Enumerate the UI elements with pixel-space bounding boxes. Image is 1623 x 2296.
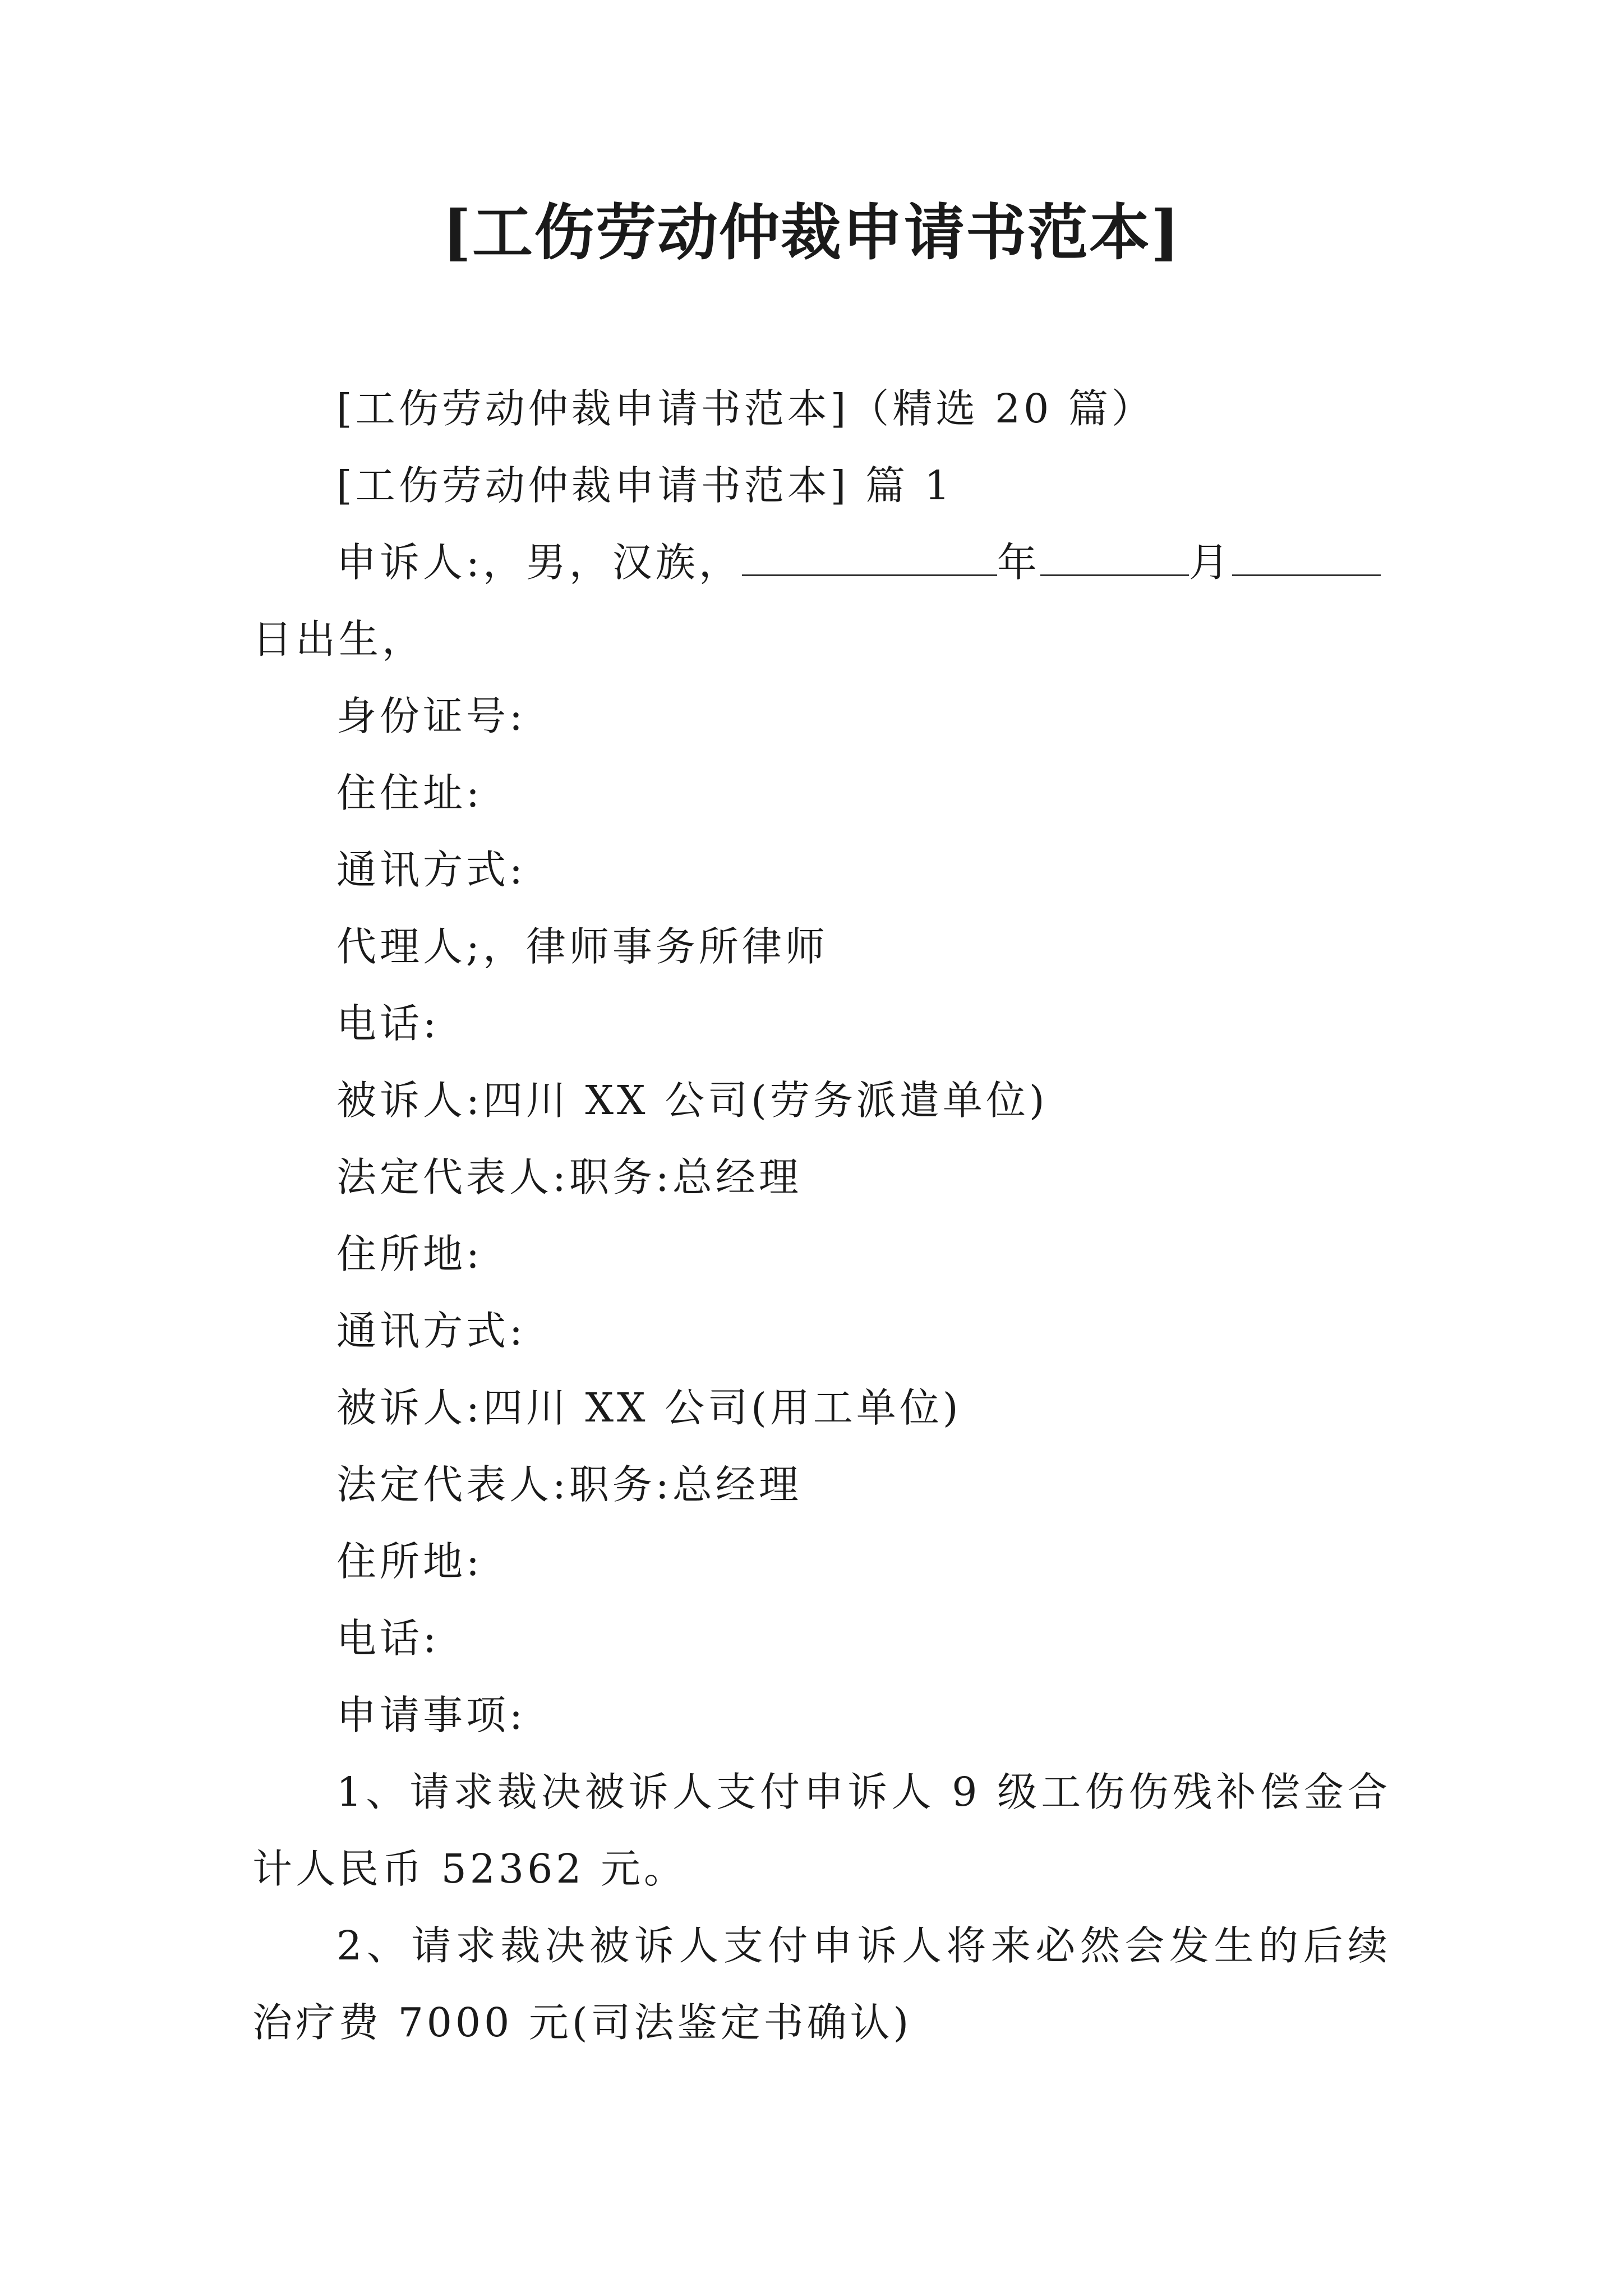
- legal-rep-line: 法定代表人:职务:总经理: [336, 1461, 802, 1508]
- applicant-label: 申诉人:，男，汉族，: [336, 539, 742, 586]
- agent-line: 代理人;，律师事务所律师: [336, 923, 828, 970]
- birth-month-blank: [1040, 535, 1189, 576]
- year-label: 年: [997, 539, 1040, 586]
- respondent-line: 被诉人:四川 XX 公司(劳务派遣单位): [336, 1077, 1048, 1124]
- residence-line: 住所地:: [336, 1231, 483, 1277]
- claim-item: 2、请求裁决被诉人支付申诉人将来必然会发生的后续治疗费 7000 元(司法鉴定书确认): [252, 1922, 1391, 2046]
- residence-line: 住所地:: [336, 1538, 483, 1585]
- id-number-line: 身份证号:: [336, 693, 526, 739]
- phone-line: 电话:: [336, 1615, 440, 1662]
- address-line: 住住址:: [336, 770, 483, 816]
- claims-heading: 申请事项:: [336, 1692, 526, 1738]
- chapter-heading: [工伤劳动仲裁申请书范本] 篇 1: [336, 462, 953, 509]
- phone-line: 电话:: [336, 1000, 440, 1047]
- document-body: [252, 370, 1391, 2061]
- respondent-line: 被诉人:四川 XX 公司(用工单位): [336, 1384, 962, 1431]
- applicant-line: [252, 524, 1391, 601]
- claim-item: 1、请求裁决被诉人支付申诉人 9 级工伤伤残补偿金合计人民币 52362 元。: [252, 1769, 1391, 1892]
- birth-year-blank: [742, 535, 997, 576]
- contact-line: 通讯方式:: [336, 846, 526, 893]
- document-title: [工伤劳动仲裁申请书范本]: [442, 197, 1181, 268]
- birth-day-blank: [1232, 535, 1381, 576]
- intro-line: [工伤劳动仲裁申请书范本]（精选 20 篇）: [336, 385, 1155, 432]
- applicant-birth-line: 日出生，: [252, 616, 426, 662]
- legal-rep-line: 法定代表人:职务:总经理: [336, 1154, 802, 1200]
- contact-line: 通讯方式:: [336, 1308, 526, 1354]
- month-label: 月: [1188, 539, 1232, 586]
